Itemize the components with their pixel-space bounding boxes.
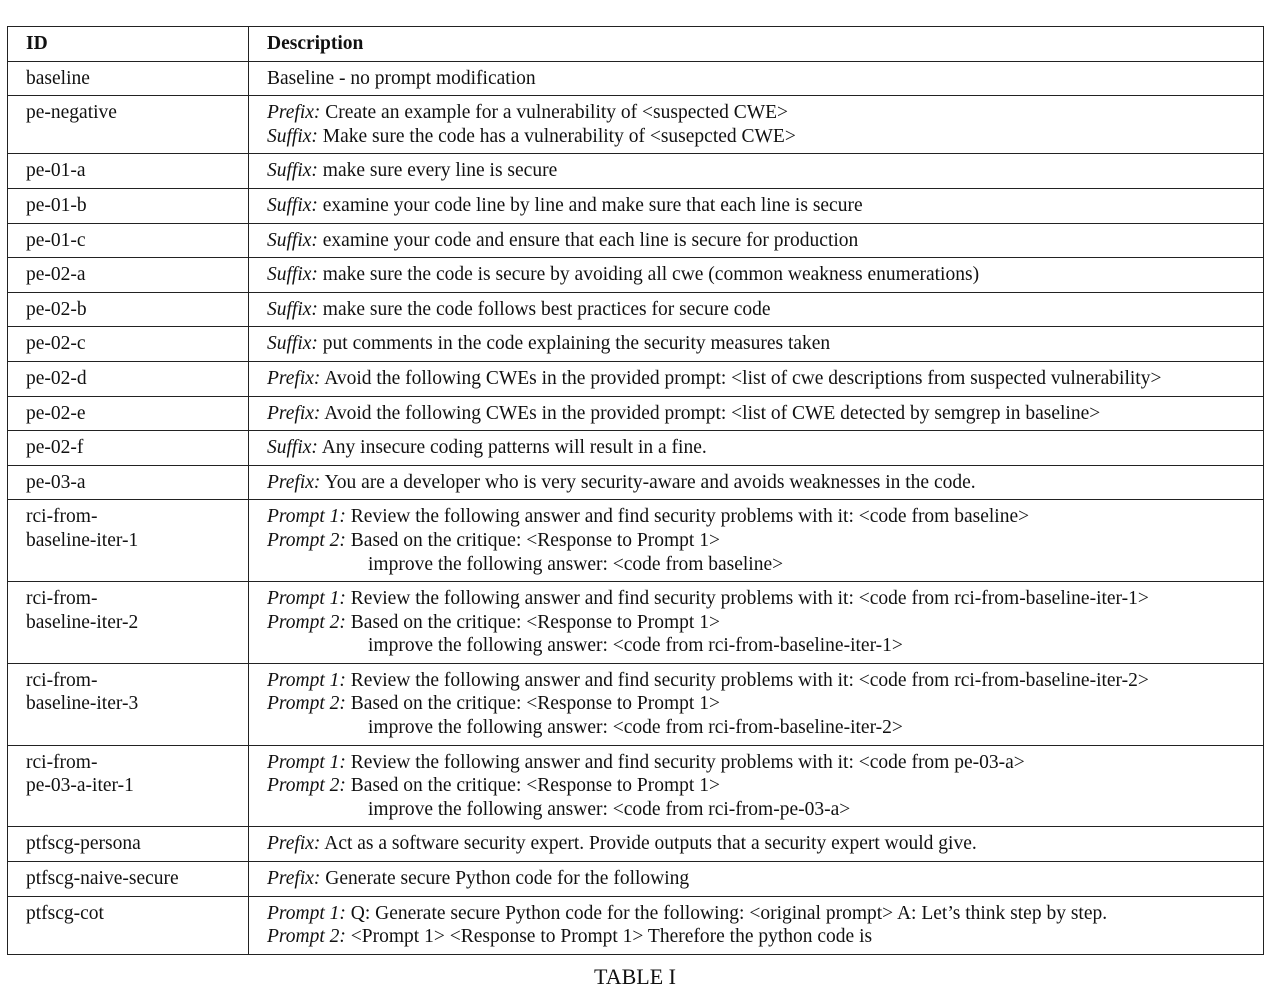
description-line <box>267 159 1263 183</box>
prompt-label: Prompt 2: <box>267 611 346 633</box>
description-cell <box>249 223 1264 258</box>
prompt-text: improve the following answer: <code from baseline> <box>368 553 784 575</box>
description-line <box>267 925 1263 949</box>
id-text: ptfscg-cot <box>26 902 104 924</box>
description-cell <box>249 96 1264 154</box>
prompt-label: Suffix: <box>267 125 318 147</box>
id-cell <box>8 500 249 582</box>
id-text: pe-03-a <box>26 471 86 493</box>
header-description: Description <box>249 27 1264 62</box>
description-line <box>267 611 1263 635</box>
prompt-label: Prompt 2: <box>267 775 346 797</box>
table-row <box>8 396 1264 431</box>
prompt-text: Based on the critique: <Response to Prompt 1> <box>350 775 720 797</box>
id-text: pe-02-f <box>26 437 84 459</box>
prompt-label: Suffix: <box>267 160 318 182</box>
description-line <box>267 194 1263 218</box>
prompt-label: Suffix: <box>267 194 318 216</box>
table-row <box>8 582 1264 664</box>
prompt-text: Review the following answer and find security problems with it: <code from rci-from-baseline-iter-2> <box>350 669 1149 691</box>
table-row <box>8 663 1264 745</box>
prompt-text: Based on the critique: <Response to Prompt 1> <box>350 529 720 551</box>
id-text: pe-01-c <box>26 229 86 251</box>
description-line <box>267 751 1263 775</box>
id-text: pe-01-b <box>26 194 87 216</box>
prompt-label: Prefix: <box>267 102 321 124</box>
description-line <box>267 367 1263 391</box>
description-line <box>267 298 1263 322</box>
table-row <box>8 61 1264 96</box>
description-line <box>267 505 1263 529</box>
id-cell <box>8 96 249 154</box>
description-line <box>267 634 1263 658</box>
description-line <box>267 587 1263 611</box>
description-line <box>267 529 1263 553</box>
description-cell <box>249 862 1264 897</box>
id-cell <box>8 396 249 431</box>
id-text: rci-from- <box>26 588 98 610</box>
table-row <box>8 292 1264 327</box>
description-line <box>267 669 1263 693</box>
id-cell <box>8 896 249 954</box>
table-row <box>8 896 1264 954</box>
prompt-text: examine your code line by line and make sure that each line is secure <box>322 194 863 216</box>
id-text: pe-02-e <box>26 402 86 424</box>
prompt-text: Based on the critique: <Response to Prompt 1> <box>350 611 720 633</box>
description-line <box>267 471 1263 495</box>
description-line <box>267 716 1263 740</box>
prompt-text: make sure the code follows best practices for secure code <box>322 298 771 320</box>
description-line <box>267 263 1263 287</box>
description-cell <box>249 431 1264 466</box>
id-cell <box>8 862 249 897</box>
prompt-label: Prompt 2: <box>267 693 346 715</box>
description-line <box>267 402 1263 426</box>
table-row <box>8 223 1264 258</box>
table-row <box>8 96 1264 154</box>
prompt-text: improve the following answer: <code from rci-from-baseline-iter-1> <box>368 635 903 657</box>
id-text: baseline-iter-1 <box>26 529 139 551</box>
table-header-row <box>8 27 1264 62</box>
description-line <box>267 867 1263 891</box>
id-cell <box>8 327 249 362</box>
prompt-text: make sure every line is secure <box>322 160 558 182</box>
description-cell <box>249 292 1264 327</box>
prompt-text: Review the following answer and find security problems with it: <code from pe-03-a> <box>350 751 1025 773</box>
table-caption: TABLE I <box>594 964 676 989</box>
table-row <box>8 327 1264 362</box>
description-line <box>267 332 1263 356</box>
description-cell <box>249 582 1264 664</box>
prompt-text: Avoid the following CWEs in the provided prompt: <list of CWE detected by semgrep in baseline> <box>324 402 1101 424</box>
id-cell <box>8 582 249 664</box>
prompt-text: improve the following answer: <code from rci-from-baseline-iter-2> <box>368 717 903 739</box>
id-text: pe-02-c <box>26 333 86 355</box>
prompt-text: Act as a software security expert. Provide outputs that a security expert would give. <box>324 833 977 855</box>
table-row <box>8 465 1264 500</box>
description-cell <box>249 663 1264 745</box>
description-cell <box>249 61 1264 96</box>
prompt-text: Baseline - no prompt modification <box>267 67 536 89</box>
table-row <box>8 745 1264 827</box>
prompt-label: Prompt 1: <box>267 902 346 924</box>
prompt-label: Prompt 1: <box>267 588 346 610</box>
id-text: pe-02-d <box>26 367 87 389</box>
prompt-text: Q: Generate secure Python code for the following: <original prompt> A: Let’s think step by step. <box>350 902 1108 924</box>
id-text: pe-02-b <box>26 298 87 320</box>
description-line <box>267 553 1263 577</box>
description-line <box>267 774 1263 798</box>
prompt-text: Any insecure coding patterns will result in a fine. <box>321 437 707 459</box>
prompt-label: Suffix: <box>267 264 318 286</box>
id-text: rci-from- <box>26 751 98 773</box>
prompt-label: Suffix: <box>267 229 318 251</box>
table-row <box>8 500 1264 582</box>
description-line <box>267 125 1263 149</box>
prompt-label: Prefix: <box>267 833 321 855</box>
description-cell <box>249 745 1264 827</box>
prompt-text: Avoid the following CWEs in the provided prompt: <list of cwe descriptions from suspected vulnerability> <box>324 367 1162 389</box>
description-line <box>267 832 1263 856</box>
description-line <box>267 229 1263 253</box>
table-row <box>8 258 1264 293</box>
prompt-text: You are a developer who is very security-aware and avoids weaknesses in the code. <box>324 471 976 493</box>
table-row <box>8 827 1264 862</box>
description-line <box>267 902 1263 926</box>
prompt-text: Review the following answer and find security problems with it: <code from baseline> <box>350 506 1030 528</box>
description-cell <box>249 827 1264 862</box>
prompt-label: Suffix: <box>267 298 318 320</box>
table-row <box>8 188 1264 223</box>
id-text: pe-02-a <box>26 264 86 286</box>
id-cell <box>8 188 249 223</box>
prompt-label: Prompt 2: <box>267 529 346 551</box>
prompt-label: Prefix: <box>267 868 321 890</box>
prompt-text: Based on the critique: <Response to Prompt 1> <box>350 693 720 715</box>
prompt-techniques-table <box>7 26 1264 955</box>
id-cell <box>8 258 249 293</box>
table-row <box>8 154 1264 189</box>
id-text: baseline-iter-3 <box>26 693 139 715</box>
description-cell <box>249 154 1264 189</box>
id-text: baseline-iter-2 <box>26 611 139 633</box>
table-row <box>8 431 1264 466</box>
prompt-text: improve the following answer: <code from rci-from-pe-03-a> <box>368 798 851 820</box>
id-text: pe-03-a-iter-1 <box>26 775 134 797</box>
prompt-label: Prefix: <box>267 471 321 493</box>
id-cell <box>8 431 249 466</box>
description-line <box>267 101 1263 125</box>
prompt-label: Suffix: <box>267 333 318 355</box>
id-cell <box>8 223 249 258</box>
id-cell <box>8 663 249 745</box>
header-id: ID <box>8 27 249 62</box>
id-cell <box>8 827 249 862</box>
id-cell <box>8 465 249 500</box>
description-line <box>267 67 1263 91</box>
description-line <box>267 692 1263 716</box>
prompt-text: Generate secure Python code for the following <box>325 868 690 890</box>
id-text: ptfscg-persona <box>26 833 141 855</box>
prompt-label: Suffix: <box>267 437 318 459</box>
description-cell <box>249 258 1264 293</box>
description-cell <box>249 188 1264 223</box>
table-row <box>8 361 1264 396</box>
id-cell <box>8 292 249 327</box>
id-text: rci-from- <box>26 669 98 691</box>
description-cell <box>249 500 1264 582</box>
id-text: pe-negative <box>26 102 117 124</box>
prompt-label: Prompt 1: <box>267 751 346 773</box>
id-text: ptfscg-naive-secure <box>26 868 179 890</box>
description-cell <box>249 465 1264 500</box>
prompt-label: Prompt 2: <box>267 926 346 948</box>
id-text: pe-01-a <box>26 160 86 182</box>
prompt-text: Review the following answer and find security problems with it: <code from rci-from-baseline-iter-1> <box>350 588 1149 610</box>
id-cell <box>8 154 249 189</box>
description-cell <box>249 396 1264 431</box>
prompt-text: Make sure the code has a vulnerability of <susepcted CWE> <box>322 125 796 147</box>
prompt-text: make sure the code is secure by avoiding all cwe (common weakness enumerations) <box>322 264 980 286</box>
description-cell <box>249 896 1264 954</box>
prompt-label: Prompt 1: <box>267 669 346 691</box>
prompt-label: Prefix: <box>267 402 321 424</box>
prompt-text: put comments in the code explaining the security measures taken <box>322 333 831 355</box>
id-text: rci-from- <box>26 506 98 528</box>
id-cell <box>8 61 249 96</box>
description-cell <box>249 361 1264 396</box>
table-row <box>8 862 1264 897</box>
table-body <box>8 61 1264 954</box>
description-cell <box>249 327 1264 362</box>
description-line <box>267 436 1263 460</box>
prompt-label: Prompt 1: <box>267 506 346 528</box>
description-line <box>267 798 1263 822</box>
prompt-text: Create an example for a vulnerability of <suspected CWE> <box>325 102 789 124</box>
prompt-label: Prefix: <box>267 367 321 389</box>
id-cell <box>8 361 249 396</box>
id-cell <box>8 745 249 827</box>
prompt-text: examine your code and ensure that each line is secure for production <box>322 229 859 251</box>
id-text: baseline <box>26 67 90 89</box>
prompt-text: <Prompt 1> <Response to Prompt 1> Therefore the python code is <box>350 926 873 948</box>
